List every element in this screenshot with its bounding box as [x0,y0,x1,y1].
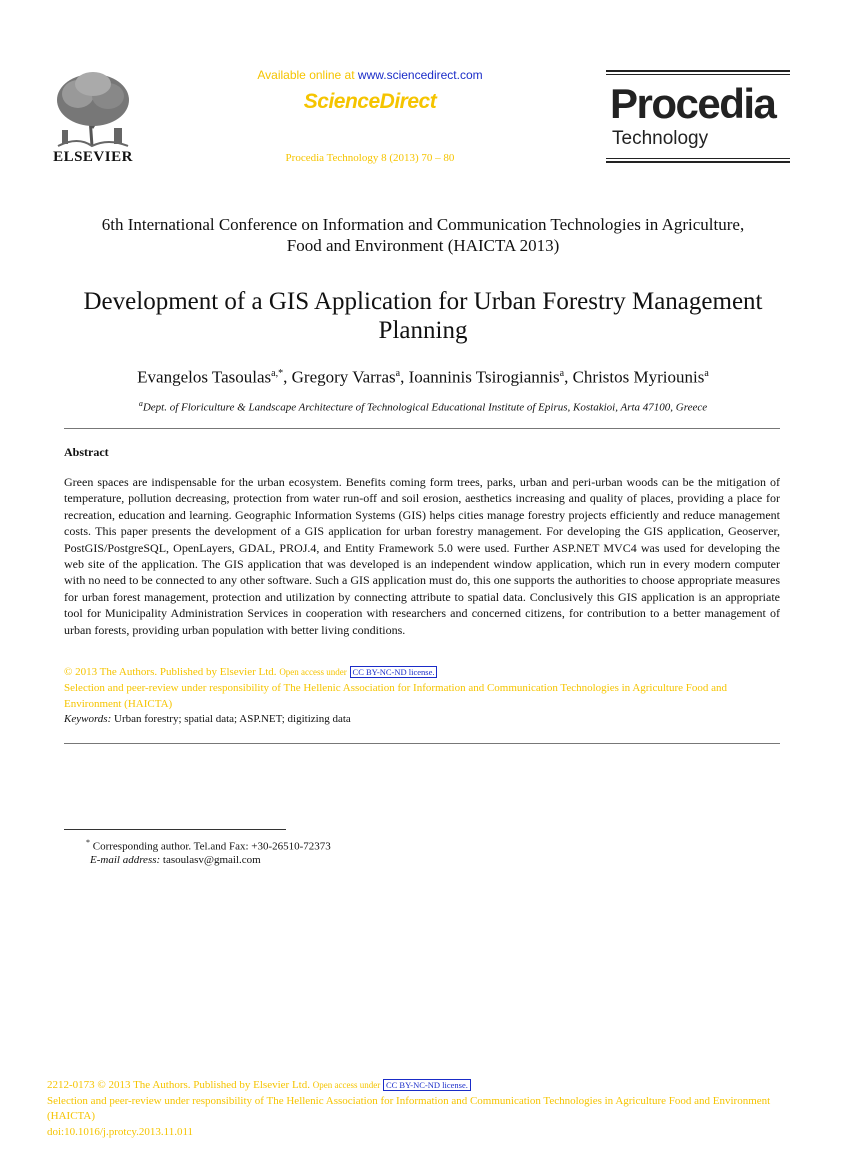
title-line-2: Planning [378,317,468,344]
affiliation [40,399,806,414]
abstract-heading: Abstract [64,445,109,459]
keywords [64,713,780,725]
available-prefix: Available online at [257,68,358,82]
author-name: Gregory Varras [291,367,396,387]
footer-open-access: Open access under [312,1080,381,1090]
corresponding-author-text: Corresponding author. Tel.and Fax: +30-26510-72373 [92,840,331,853]
abstract-top-divider [64,428,780,429]
keywords-label: Keywords: [64,713,112,725]
copyright-text: © 2013 The Authors. Published by Elsevier Ltd. [64,666,277,678]
paper-title [40,287,806,345]
abstract-bottom-divider [64,743,780,744]
author-affiliation-mark: a [559,368,565,379]
conference-line-2: Food and Environment (HAICTA 2013) [286,236,560,255]
availability-line [200,68,540,82]
conference-line-1: 6th International Conference on Information and Communication Technologies in Agriculture, [101,215,745,234]
affiliation-mark: a [138,399,143,408]
peer-review-text: Selection and peer-review under responsibility of The Hellenic Association for Information and Communication Technologies in Agriculture Food and Environment (HAICTA) [64,682,728,710]
author-name: Evangelos Tasoulas [137,367,272,387]
author-name: Christos Myriounis [572,367,705,387]
footer-peer-review: Selection and peer-review under responsibility of The Hellenic Association for Information and Communication Technologies in Agriculture Food and Environment (HAICTA) [47,1094,771,1122]
author-name: Ioanninis Tsirogiannis [408,367,560,387]
author-list: Evangelos Tasoulas$^{a,*}$, Gregory Varras$^a$, Ioanninis Tsirogiannis$^a$, Christos Myriounis$^a$ [137,367,709,387]
abstract-body: Green spaces are indispensable for the urban ecosystem. Benefits coming form trees, parks, urban and peri-urban woods can be the mitigation of temperature, pollution decreasing, protection from water run-off and soil erosion, aesthetics increasing and quality of places, providing a place for recreation, education and learning. Geographic Information Systems (GIS) helps cities manage forestry projects efficiently and reduce management costs. This paper presents the development of a GIS application for urban forestry management. For developing the GIS application, Geoserver, PostGIS/PostgreSQL, OpenLayers, GDAL, PROJ.4, and Entity Framework 5.0 were used. Further ASP.NET MVC4 was used for developing the web site of the application. The GIS application that was developed is an independent window application, which run in every modern computer with no need to be connected to any other software. Such a GIS application must do, this one supports the authorities to choose appropriate measures for urban forest management, protection and utilization by connecting attribute to spatial data. Conclusively this GIS application is an appropriate tool for Municipality Administration Services in cooperation with researchers and concerned citizens, for contribution to a better management of urban forests, providing urban population with better living conditions. [64,475,780,637]
footnote-divider [64,829,286,830]
author-affiliation-mark: a,* [271,368,284,379]
abstract-copyright-block [64,664,780,712]
sciencedirect-link[interactable]: www.sciencedirect.com [357,68,483,82]
email-label: E-mail address: [90,854,161,866]
footer-license-link[interactable]: CC BY-NC-ND license. [383,1079,471,1091]
license-link[interactable]: CC BY-NC-ND license. [350,666,438,678]
keywords-text: Urban forestry; spatial data; ASP.NET; digitizing data [114,713,351,725]
sciencedirect-wordmark: ScienceDirect [303,90,437,113]
issn-copyright: 2212-0173 © 2013 The Authors. Published by Elsevier Ltd. [47,1079,310,1091]
corresponding-author-note [86,838,331,853]
author-affiliation-mark: a [704,368,709,379]
page-footer [47,1078,807,1140]
footnote-marker: * [86,838,90,847]
title-line-1: Development of a GIS Application for Urban Forestry Management [83,288,763,315]
publisher-name: ELSEVIER [53,149,133,165]
conference-name [40,214,806,256]
procedia-technology-logo [606,70,790,164]
author-affiliation-mark: a [395,368,401,379]
procedia-wordmark: Procedia [610,80,776,127]
affiliation-text: Dept. of Floriculture & Landscape Architecture of Technological Educational Institute of Epirus, Kostakioi, Arta 47100, Greece [142,401,708,414]
email-address[interactable]: tasoulasv@gmail.com [162,854,261,866]
email-note [90,854,261,866]
procedia-subtitle: Technology [612,128,709,149]
doi[interactable]: doi:10.1016/j.protcy.2013.11.011 [47,1125,194,1138]
open-access-text: Open access under [279,667,347,677]
journal-reference: Procedia Technology 8 (2013) 70 – 80 [285,152,455,164]
